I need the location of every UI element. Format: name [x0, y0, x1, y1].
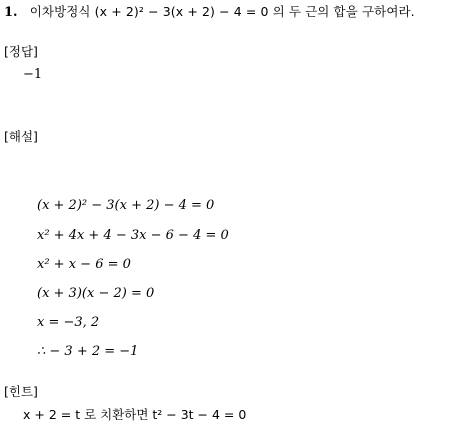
solution-step: x = −3, 2: [37, 315, 100, 330]
solution-step: (x + 3)(x − 2) = 0: [37, 286, 155, 301]
hint-text: x + 2 = t 로 치환하면 t² − 3t − 4 = 0: [23, 407, 247, 422]
problem-line: [4, 4, 415, 21]
solution-step: x² + x − 6 = 0: [37, 257, 131, 272]
problem-number: 1.: [4, 5, 18, 20]
solution-step: x² + 4x + 4 − 3x − 6 − 4 = 0: [37, 228, 229, 243]
solution-step: (x + 2)² − 3(x + 2) − 4 = 0: [37, 198, 215, 213]
problem-text: 이차방정식 (x + 2)² − 3(x + 2) − 4 = 0 의 두 근의 합을 구하여라.: [29, 4, 415, 19]
solution-label: [해설]: [4, 129, 38, 144]
hint-label: [힌트]: [4, 384, 38, 399]
answer-value: −1: [23, 67, 43, 82]
solution-step: ∴ − 3 + 2 = −1: [37, 344, 139, 359]
answer-label: [정답]: [4, 44, 38, 59]
